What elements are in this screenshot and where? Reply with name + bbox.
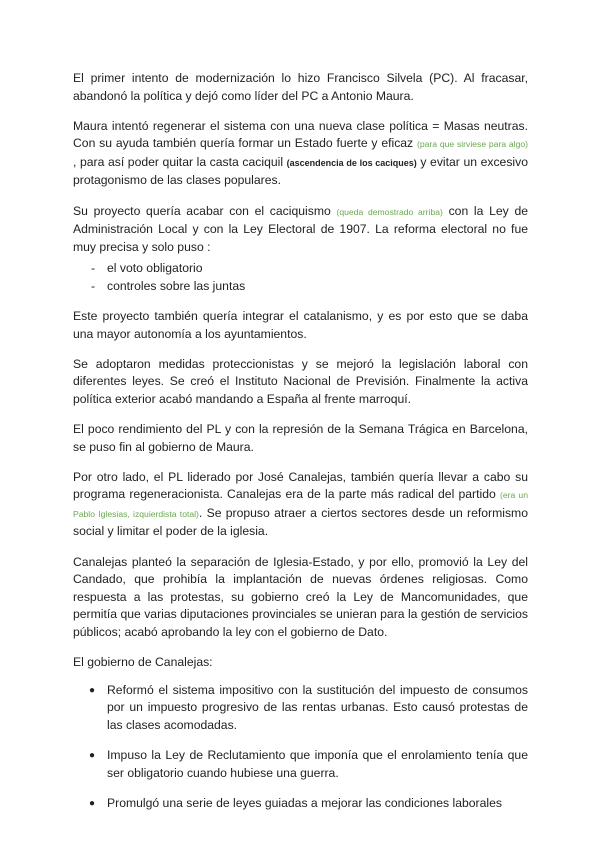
paragraph-maura-regeneracion <box>73 118 528 190</box>
text: Por otro lado, el PL liderado por José Canalejas, también quería llevar a cabo su programa regeneracionista. Canalejas era de la parte más radical del partido <box>73 469 528 502</box>
paragraph-medidas: Se adoptaron medidas proteccionistas y se mejoró la legislación laboral con diferentes leyes. Se creó el Instituto Nacional de Previsión. Finalmente la activa política exterior acabó mandando a España al frente marroquí. <box>73 356 528 406</box>
annotation-note: (era un Pablo Iglesias, izquierdista total) <box>73 490 528 519</box>
bullet-list <box>73 682 528 813</box>
text: Maura intentó regenerar el sistema con una nueva clase política = Masas neutras. Con su ayuda también quería formar un Estado fuerte y eficaz <box>73 118 528 151</box>
paragraph-canalejas <box>73 469 528 541</box>
bullet-icon: ● <box>89 684 96 696</box>
bullet-icon: ● <box>89 797 96 809</box>
dash-marker: - <box>91 278 96 293</box>
annotation-note: (queda demostrado arriba) <box>336 206 443 217</box>
paragraph-semana-tragica: El poco rendimiento del PL y con la represión de la Semana Trágica en Barcelona, se puso fin al gobierno de Maura. <box>73 422 528 454</box>
list-item: ● Reformó el sistema impositivo con la sustitución del impuesto de consumos por un impuesto progresivo de las rentas urbanas. Esto causó protestas de las clases acomodadas. <box>89 682 528 732</box>
text: y evitar un excesivo protagonismo de las clases populares. <box>73 154 529 188</box>
list-item: ● Impuso la Ley de Reclutamiento que imponía que el enrolamiento tenía que ser obligatorio cuando hubiese una guerra. <box>89 747 528 780</box>
paragraph-caciquismo <box>73 203 528 257</box>
list-item: - controles sobre las juntas <box>73 278 528 296</box>
paragraph-silvela: El primer intento de modernización lo hizo Francisco Silvela (PC). Al fracasar, abandonó la política y dejó como líder del PC a Antonio Maura. <box>73 71 528 103</box>
text: . Se propuso atraer a ciertos sectores desde un reformismo social y limitar el poder de la iglesia. <box>73 505 528 539</box>
annotation-bold: (ascendencia de los caciques) <box>286 157 417 168</box>
paragraph-iglesia-estado: Canalejas planteó la separación de Iglesia-Estado, y por ello, promovió la Ley del Candado, que prohibía la implantación de nuevas órdenes religiosas. Como respuesta a las protestas, su gobierno creó la Ley de Mancomunidades, que permitía que varias diputaciones provinciales se unieran para la gestión de servicios públicos; acabó aprobando la ley con el gobierno de Dato. <box>73 554 528 639</box>
paragraph-catalanismo: Este proyecto también quería integrar el catalanismo, y es por esto que se daba una mayor autonomía a los ayuntamientos. <box>73 309 528 341</box>
paragraph-gobierno-canalejas: El gobierno de Canalejas: <box>73 655 213 670</box>
dash-list <box>73 260 528 295</box>
document-page <box>73 70 528 825</box>
text: Su proyecto quería acabar con el caciquismo <box>73 203 337 218</box>
list-item: - el voto obligatorio <box>73 260 528 278</box>
text: con la Ley de Administración Local y con la Ley Electoral de 1907. La reforma electoral no fue muy precisa y solo puso : <box>73 203 529 254</box>
text: , para así poder quitar la casta caciquil <box>73 154 287 169</box>
annotation-note: (para que sirviese para algo) <box>416 139 529 150</box>
dash-marker: - <box>91 261 96 276</box>
bullet-icon: ● <box>89 749 96 761</box>
list-item: ● Promulgó una serie de leyes guiadas a mejorar las condiciones laborales <box>73 795 528 813</box>
